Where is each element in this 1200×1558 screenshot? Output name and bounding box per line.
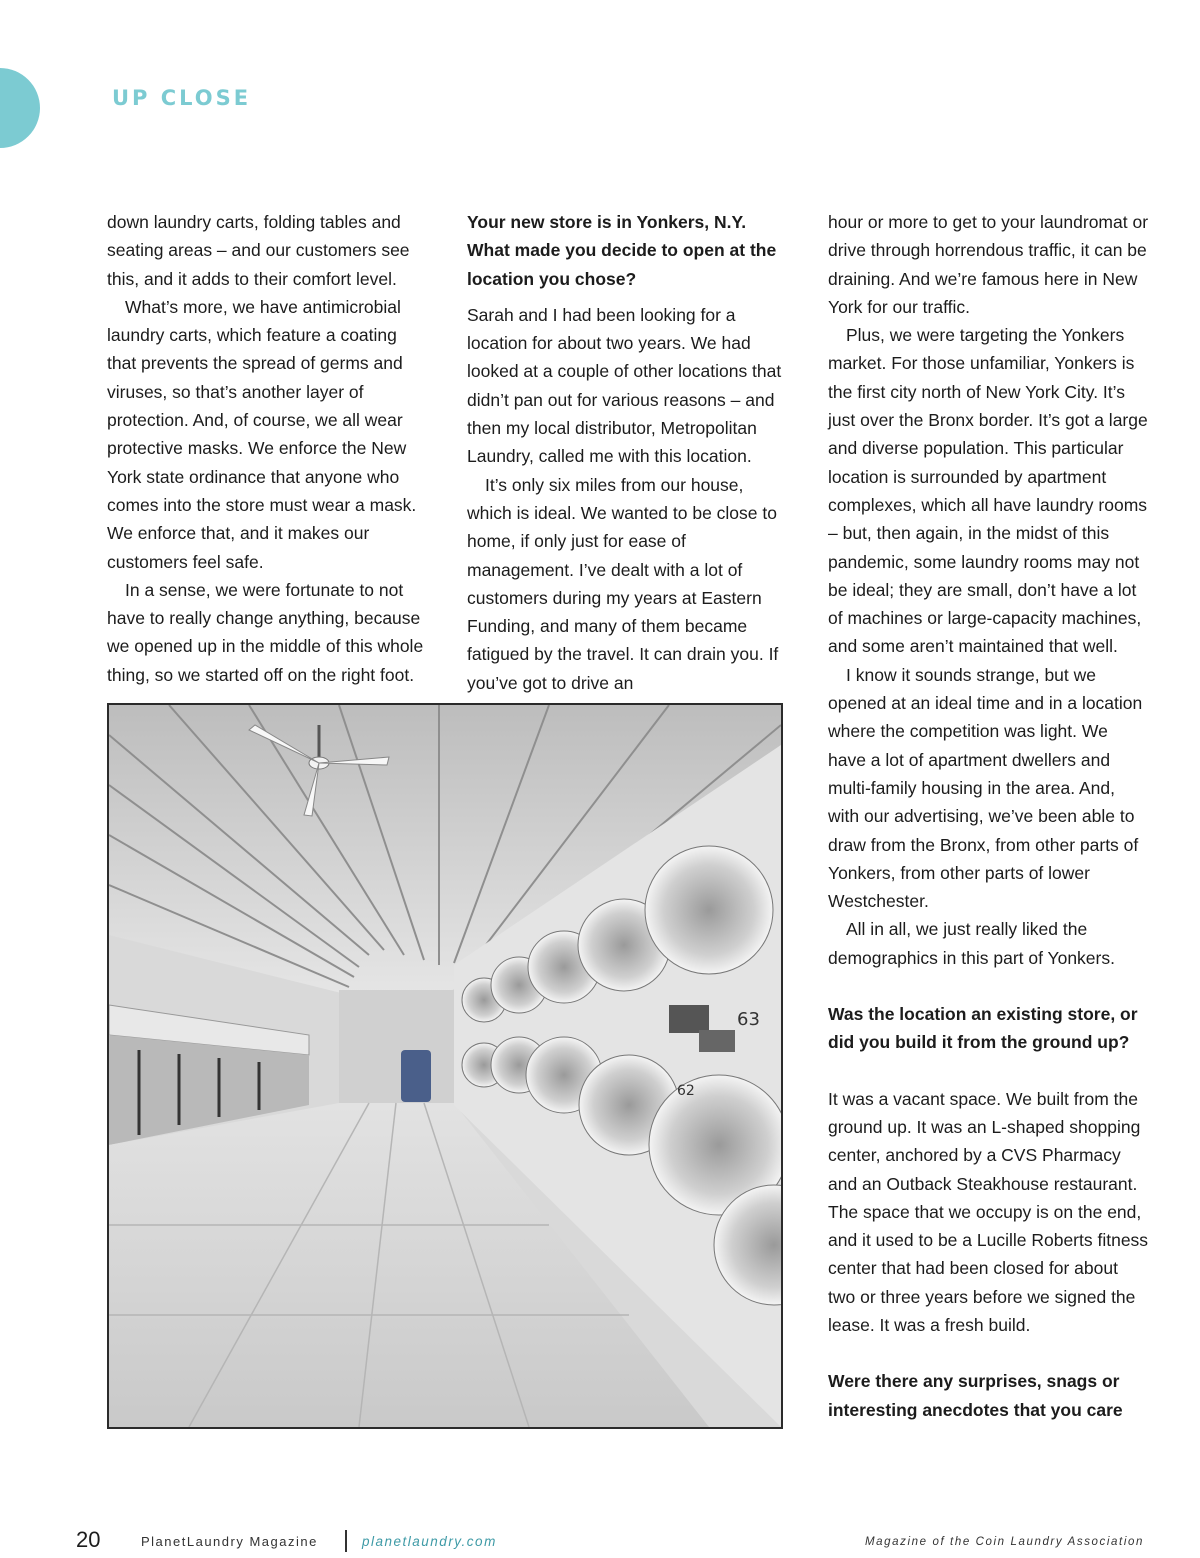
- laundromat-interior-illustration: [109, 705, 781, 1427]
- article-column-1: [107, 208, 427, 689]
- section-label: UP CLOSE: [112, 86, 252, 110]
- interview-question: Were there any surprises, snags or interesting anecdotes that you care: [828, 1371, 1123, 1420]
- machine-number: 63: [737, 1009, 760, 1030]
- magazine-name: PlanetLaundry Magazine: [141, 1534, 318, 1549]
- interview-question: Your new store is in Yonkers, N.Y. What made you decide to open at the location you chose?: [467, 212, 777, 289]
- article-column-3: [828, 208, 1150, 1424]
- paragraph: Plus, we were targeting the Yonkers market. For those unfamiliar, Yonkers is the first city north of New York City. It’s just over the Bronx border. It’s got a large and diverse population. This particular location is surrounded by apartment complexes, which all have laundry rooms – but, then again, in the midst of this pandemic, some laundry rooms may not be ideal; they are small, don’t have a lot of machines or large-capacity machines, and some aren’t maintained that well.: [828, 325, 1148, 657]
- paragraph: hour or more to get to your laundromat or drive through horrendous traffic, it can be draining. And we’re famous here in New York for our traffic.: [828, 212, 1149, 317]
- laundromat-photo: [107, 703, 783, 1429]
- paragraph: It’s only six miles from our house, which is ideal. We wanted to be close to home, if only just for ease of management. I’ve dealt with a lot of customers during my years at Eastern Funding, and many of them became fatigued by the travel. It can drain you. If you’ve got to drive an: [467, 474, 779, 693]
- page-footer: [0, 1527, 1200, 1557]
- paragraph: It was a vacant space. We built from the ground up. It was an L-shaped shopping center, anchored by a CVS Pharmacy and an Outback Steakhouse restaurant. The space that we occupy is on the end, and it used to be a Lucille Roberts fitness center that had been closed for about two or three years before we signed the lease. It was a fresh build.: [828, 1088, 1149, 1335]
- paragraph: In a sense, we were fortunate to not have to really change anything, because we opened up in the middle of this whole thing, so we started off on the right foot.: [107, 579, 424, 685]
- page-number: 20: [76, 1527, 101, 1552]
- footer-divider: [345, 1530, 347, 1552]
- paragraph: down laundry carts, folding tables and seating areas – and our customers see this, and it adds to their comfort level.: [107, 212, 410, 289]
- article-column-2: [467, 208, 789, 697]
- section-tab-marker: [0, 68, 40, 148]
- paragraph: All in all, we just really liked the demographics in this part of Yonkers.: [828, 919, 1115, 968]
- paragraph: I know it sounds strange, but we opened at an ideal time and in a location where the competition was light. We have a lot of apartment dwellers and multi-family housing in the area. And, with our advertising, we’ve been able to draw from the Bronx, from other parts of Yonkers, from other parts of lower Westchester.: [828, 664, 1143, 912]
- site-link[interactable]: planetlaundry.com: [362, 1534, 497, 1549]
- interview-question: Was the location an existing store, or did you build it from the ground up?: [828, 1004, 1138, 1053]
- paragraph: What’s more, we have antimicrobial laundry carts, which feature a coating that prevents the spread of germs and viruses, so that’s another layer of protection. And, of course, we all wear protective masks. We enforce the New York state ordinance that anyone who comes into the store must wear a mask. We enforce that, and it makes our customers feel safe.: [107, 296, 417, 572]
- paragraph: Sarah and I had been looking for a location for about two years. We had looked at a couple of other locations that didn’t pan out for various reasons – and then my local distributor, Metropolitan Laundry, called me with this location.: [467, 304, 782, 467]
- magazine-tagline: Magazine of the Coin Laundry Association: [864, 1536, 1144, 1548]
- machine-number: 62: [677, 1083, 695, 1099]
